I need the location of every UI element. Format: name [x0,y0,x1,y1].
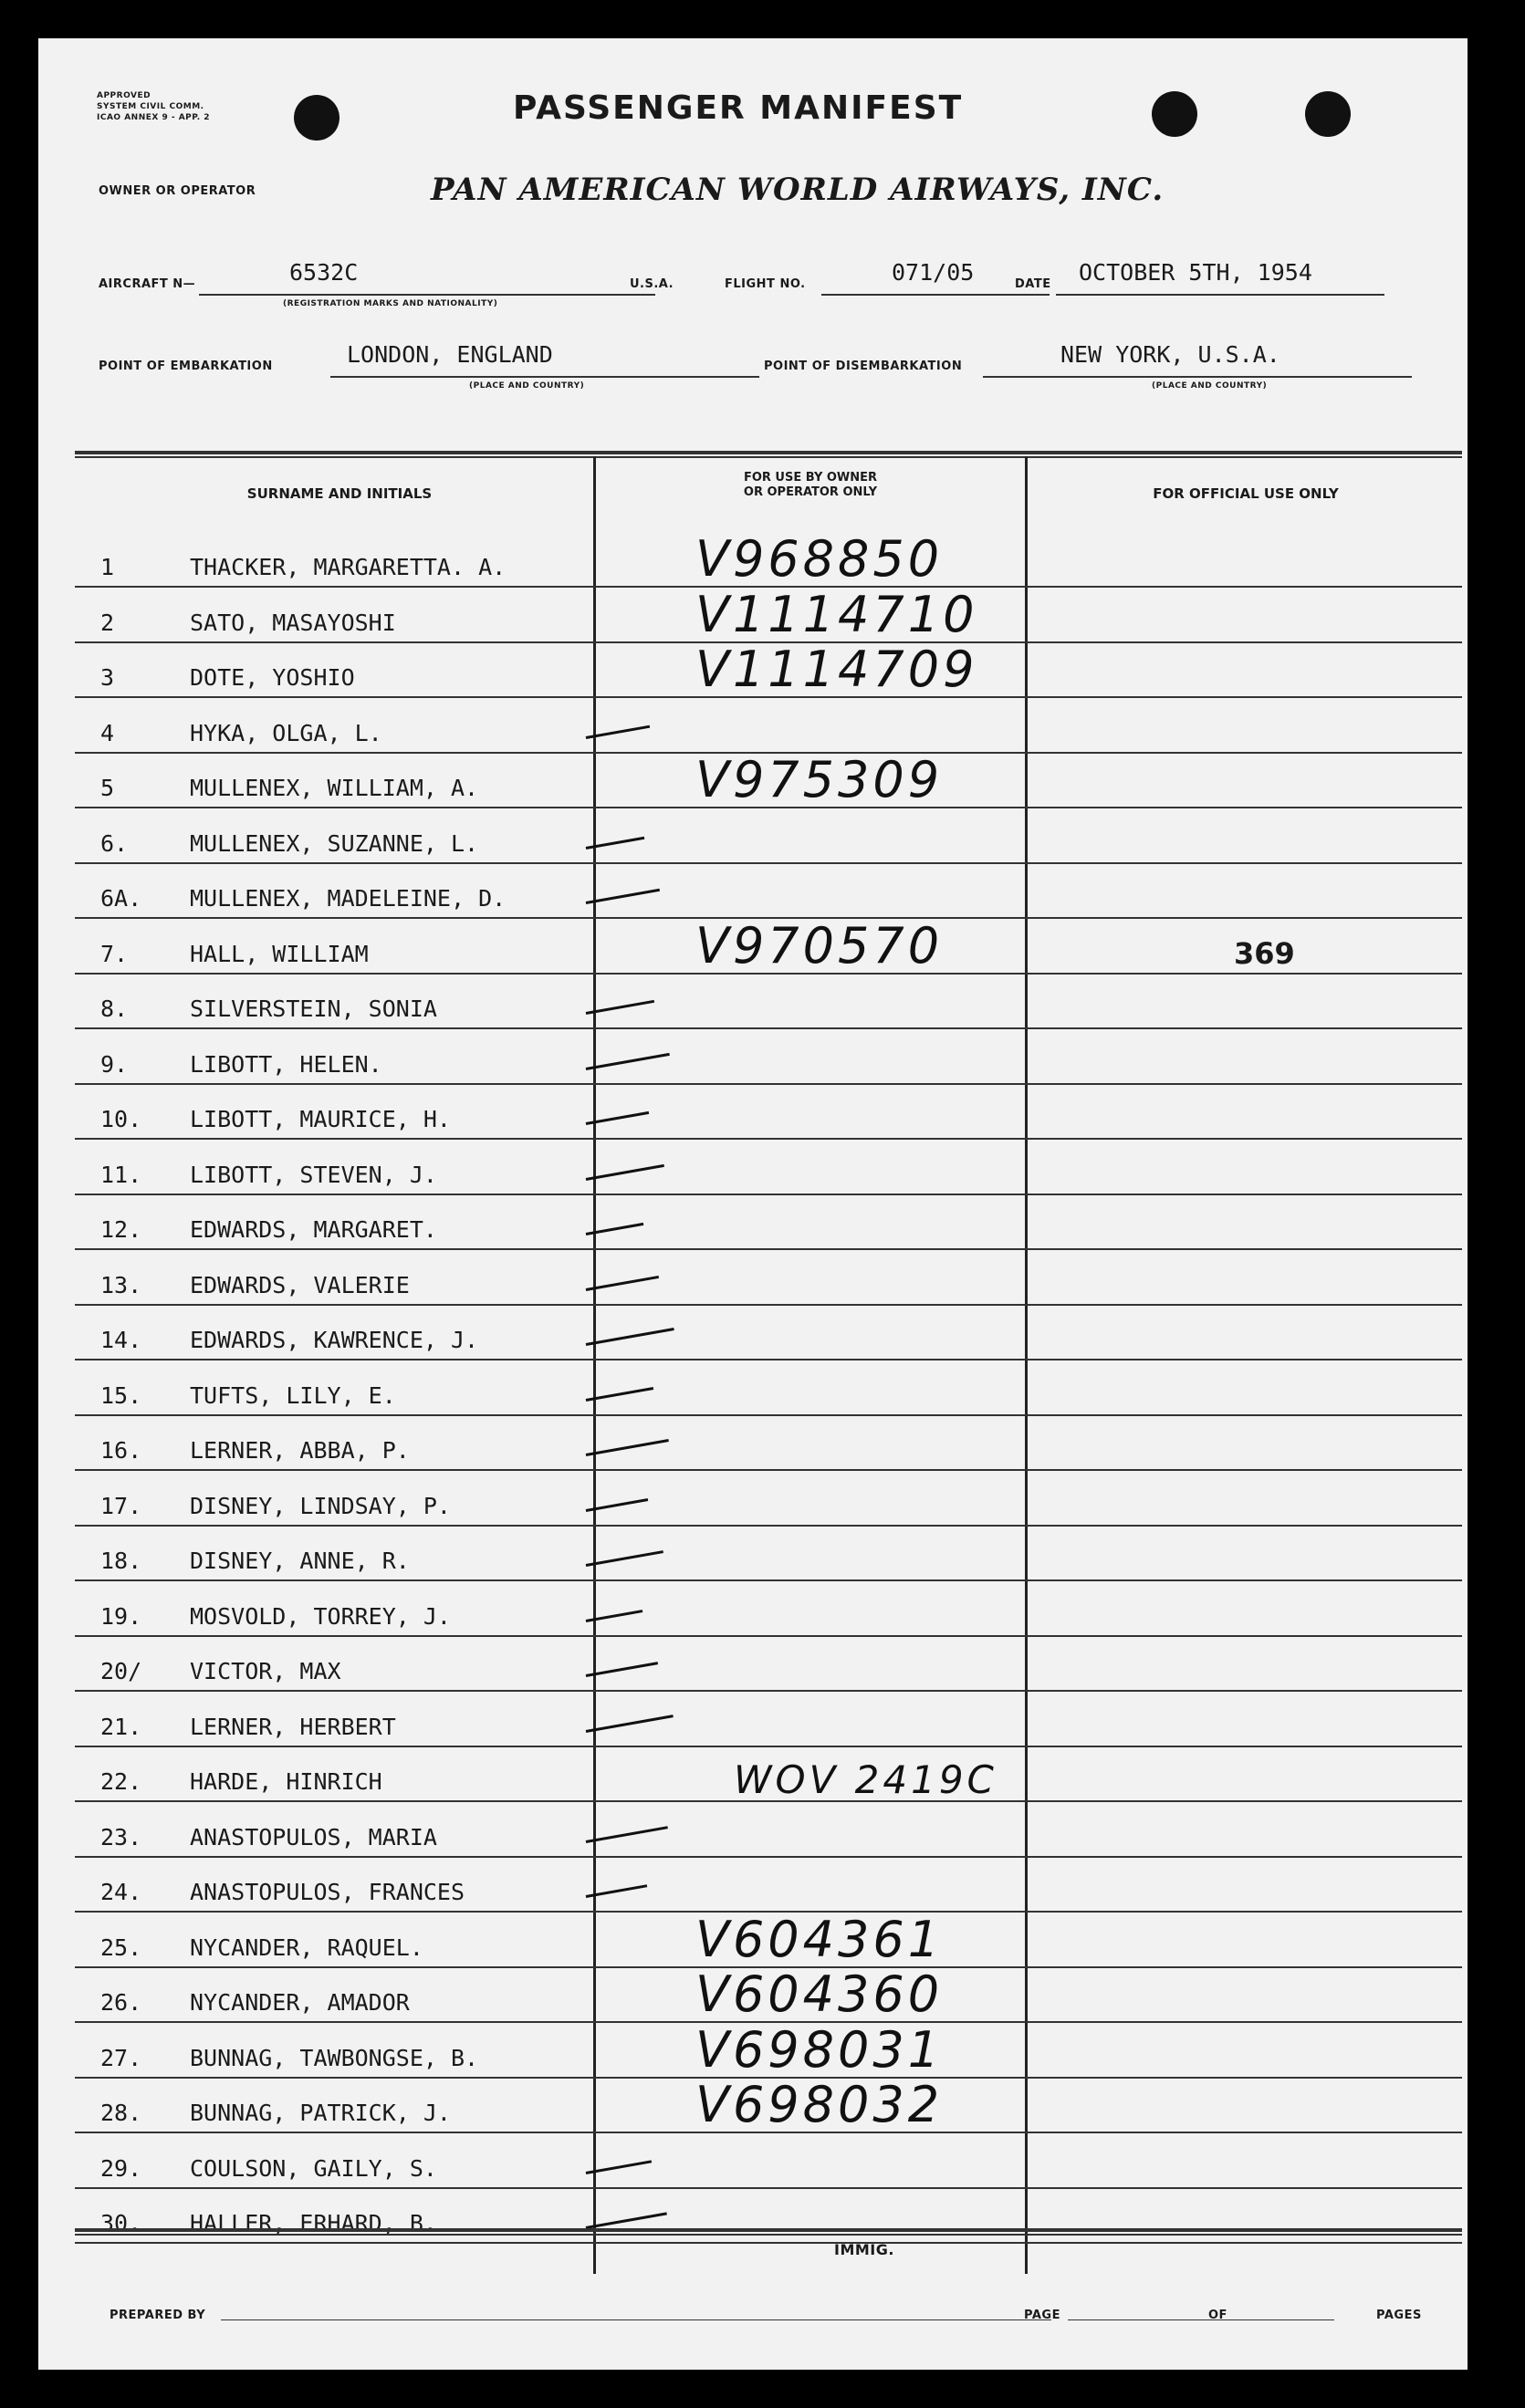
table-row [75,1360,1462,1416]
passenger-number: 20/ [100,1658,142,1684]
passenger-number: 3 [100,664,115,691]
table-row [75,1966,1462,2023]
aircraft-country: U.S.A. [630,277,674,291]
table-row [75,2022,1462,2079]
page-label: PAGE [1024,2309,1060,2322]
passenger-name: NYCANDER, RAQUEL. [190,1934,423,1961]
passenger-number: 29. [100,2154,142,2182]
passenger-name: LIBOTT, STEVEN, J. [190,1161,437,1188]
table-bottom-rule [75,2228,1462,2232]
check-mark [586,1052,670,1069]
passport-number: V1114710 [695,585,978,643]
table-row [75,1028,1462,1085]
passenger-number: 16. [100,1437,142,1464]
passenger-name: BUNNAG, TAWBONGSE, B. [190,2044,479,2071]
approval-line-1: APPROVED [97,91,151,100]
passenger-name: HALL, WILLIAM [190,940,369,967]
check-mark [586,1386,653,1401]
passport-number: V604361 [695,1910,944,1968]
table-row [75,641,1462,698]
passport-number: V698031 [695,2020,944,2079]
column-header-owner-line1: FOR USE BY OWNER [743,471,878,485]
table-row [75,587,1462,643]
check-mark [586,1715,674,1733]
owner-value: PAN AMERICAN WORLD AIRWAYS, INC. [431,172,1165,208]
table-row [75,1083,1462,1140]
check-mark [586,1223,644,1235]
passenger-name: HARDE, HINRICH [190,1768,382,1795]
passenger-name: MULLENEX, SUZANNE, L. [190,829,479,857]
passenger-number: 14. [100,1327,142,1353]
passenger-name: HYKA, OLGA, L. [190,719,382,746]
column-header-official: FOR OFFICIAL USE ONLY [1153,485,1339,502]
flight-label: FLIGHT NO. [725,277,806,291]
disembark-label: POINT OF DISEMBARKATION [764,360,963,373]
passport-number: WOV 2419C [734,1757,998,1802]
passenger-name: HALLER, ERHARD, B. [190,2210,437,2236]
table-row [75,1801,1462,1858]
passenger-name: DISNEY, ANNE, R. [190,1548,410,1574]
check-mark [586,1163,664,1180]
check-mark [586,2212,667,2229]
passenger-number: 17. [100,1492,142,1519]
check-mark [586,1328,674,1346]
passenger-name: BUNNAG, PATRICK, J. [190,2100,451,2126]
table-row [75,2077,1462,2133]
passenger-number: 19. [100,1602,142,1630]
passenger-number: 10. [100,1106,142,1132]
column-header-names: SURNAME AND INITIALS [246,485,433,502]
passenger-name: EDWARDS, MARGARET. [190,1216,437,1243]
check-mark [586,1498,648,1512]
passenger-number: 24. [100,1879,142,1905]
passenger-number: 30. [100,2210,142,2236]
passenger-number: 18. [100,1548,142,1574]
table-row [75,808,1462,864]
punch-hole-right-1 [1152,91,1197,137]
passenger-number: 21. [100,1713,142,1740]
passenger-name: DOTE, YOSHIO [190,664,355,691]
punch-hole-right-2 [1305,91,1351,137]
passenger-number: 2 [100,609,115,636]
passenger-name: LIBOTT, MAURICE, H. [190,1106,451,1132]
passenger-name: NYCANDER, AMADOR [190,1989,410,2016]
passenger-name: DISNEY, LINDSAY, P. [190,1492,451,1519]
check-mark [586,1111,649,1125]
table-row [75,1470,1462,1527]
aircraft-value: 6532C [289,259,359,286]
passenger-name: VICTOR, MAX [190,1658,341,1684]
column-header-owner-line2: OR OPERATOR ONLY [743,485,878,499]
passenger-name: MOSVOLD, TORREY, J. [190,1602,451,1630]
check-mark [586,1826,668,1843]
check-mark [586,1000,654,1015]
table-row [75,1746,1462,1802]
passenger-name: EDWARDS, VALERIE [190,1271,410,1298]
passport-number: V970570 [695,916,944,975]
pages-label: PAGES [1376,2309,1422,2322]
table-row [75,973,1462,1029]
table-row [75,1691,1462,1747]
check-mark [586,836,645,849]
table-row [75,1525,1462,1581]
passenger-name: EDWARDS, KAWRENCE, J. [190,1327,479,1353]
check-mark [586,1884,647,1898]
passenger-name: ANASTOPULOS, FRANCES [190,1879,465,1905]
passenger-name: TUFTS, LILY, E. [190,1381,396,1409]
passenger-name: SILVERSTEIN, SONIA [190,996,437,1022]
passenger-name: SATO, MASAYOSHI [190,609,396,636]
passenger-number: 11. [100,1161,142,1188]
passenger-name: THACKER, MARGARETTA. A. [190,554,507,580]
embark-sublabel: (PLACE AND COUNTRY) [469,381,585,391]
prepared-by-label: PREPARED BY [110,2309,206,2322]
table-row [75,1249,1462,1306]
embark-value: LONDON, ENGLAND [347,341,553,368]
manifest-page [38,38,1468,2370]
passenger-number: 28. [100,2100,142,2126]
table-row [75,1304,1462,1360]
passenger-number: 6. [100,829,129,857]
passport-number: V1114709 [695,641,978,698]
table-row [75,1912,1462,1968]
passport-number: V604360 [695,1965,944,2023]
passenger-number: 5 [100,775,115,801]
passenger-number: 15. [100,1381,142,1409]
date-label: DATE [1015,277,1051,291]
table-row [75,918,1462,975]
check-mark [586,1662,658,1677]
passport-number: V975309 [695,751,944,808]
passport-number: V698032 [695,2076,944,2133]
table-row [75,1580,1462,1637]
table-row [75,1139,1462,1195]
table-row [75,531,1462,588]
passenger-number: 12. [100,1216,142,1243]
check-mark [586,724,650,738]
check-mark [586,1275,659,1290]
table-row [75,1414,1462,1471]
passenger-number: 22. [100,1768,142,1795]
check-mark [586,1439,669,1456]
table-row [75,1635,1462,1692]
check-mark [586,2160,652,2174]
table-row [75,2132,1462,2189]
passenger-number: 23. [100,1823,142,1850]
table-row [75,862,1462,919]
passenger-name: ANASTOPULOS, MARIA [190,1823,437,1850]
embark-label: POINT OF EMBARKATION [99,360,273,373]
passenger-name: LERNER, HERBERT [190,1713,396,1740]
passenger-name: MULLENEX, WILLIAM, A. [190,775,479,801]
check-mark [586,1550,663,1567]
page-title: PASSENGER MANIFEST [513,89,964,127]
table-row [75,1194,1462,1250]
aircraft-sublabel: (REGISTRATION MARKS AND NATIONALITY) [283,299,498,308]
table-row [75,697,1462,754]
passenger-number: 8. [100,996,129,1022]
punch-hole-left [294,95,339,141]
check-mark [586,1610,643,1622]
passenger-number: 27. [100,2044,142,2071]
passenger-number: 6A. [100,885,142,912]
passenger-name: LIBOTT, HELEN. [190,1050,382,1078]
check-mark [586,889,660,904]
disembark-value: NEW YORK, U.S.A. [1060,341,1280,368]
passenger-name: MULLENEX, MADELEINE, D. [190,885,507,912]
disembark-sublabel: (PLACE AND COUNTRY) [1152,381,1268,391]
table-row [75,752,1462,808]
passport-number: V968850 [695,530,944,588]
passenger-number: 1 [100,554,115,580]
passenger-number: 25. [100,1934,142,1961]
passenger-number: 13. [100,1271,142,1298]
approval-line-2: SYSTEM CIVIL COMM. [97,102,204,111]
approval-line-3: ICAO ANNEX 9 - APP. 2 [97,113,211,122]
passenger-name: LERNER, ABBA, P. [190,1437,410,1464]
owner-label: OWNER OR OPERATOR [99,184,256,198]
passenger-number: 9. [100,1050,129,1078]
table-top-rule [75,451,1462,454]
passenger-number: 26. [100,1989,142,2016]
flight-value: 071/05 [892,259,975,286]
immig-stamp: IMMIG. [834,2241,894,2258]
official-mark: 369 [1234,935,1295,971]
aircraft-label: AIRCRAFT N— [99,277,196,291]
of-label: OF [1208,2309,1227,2322]
passenger-number: 4 [100,719,115,746]
passenger-number: 7. [100,940,129,967]
passenger-name: COULSON, GAILY, S. [190,2154,437,2182]
table-row [75,1856,1462,1913]
date-value: OCTOBER 5TH, 1954 [1079,259,1312,286]
